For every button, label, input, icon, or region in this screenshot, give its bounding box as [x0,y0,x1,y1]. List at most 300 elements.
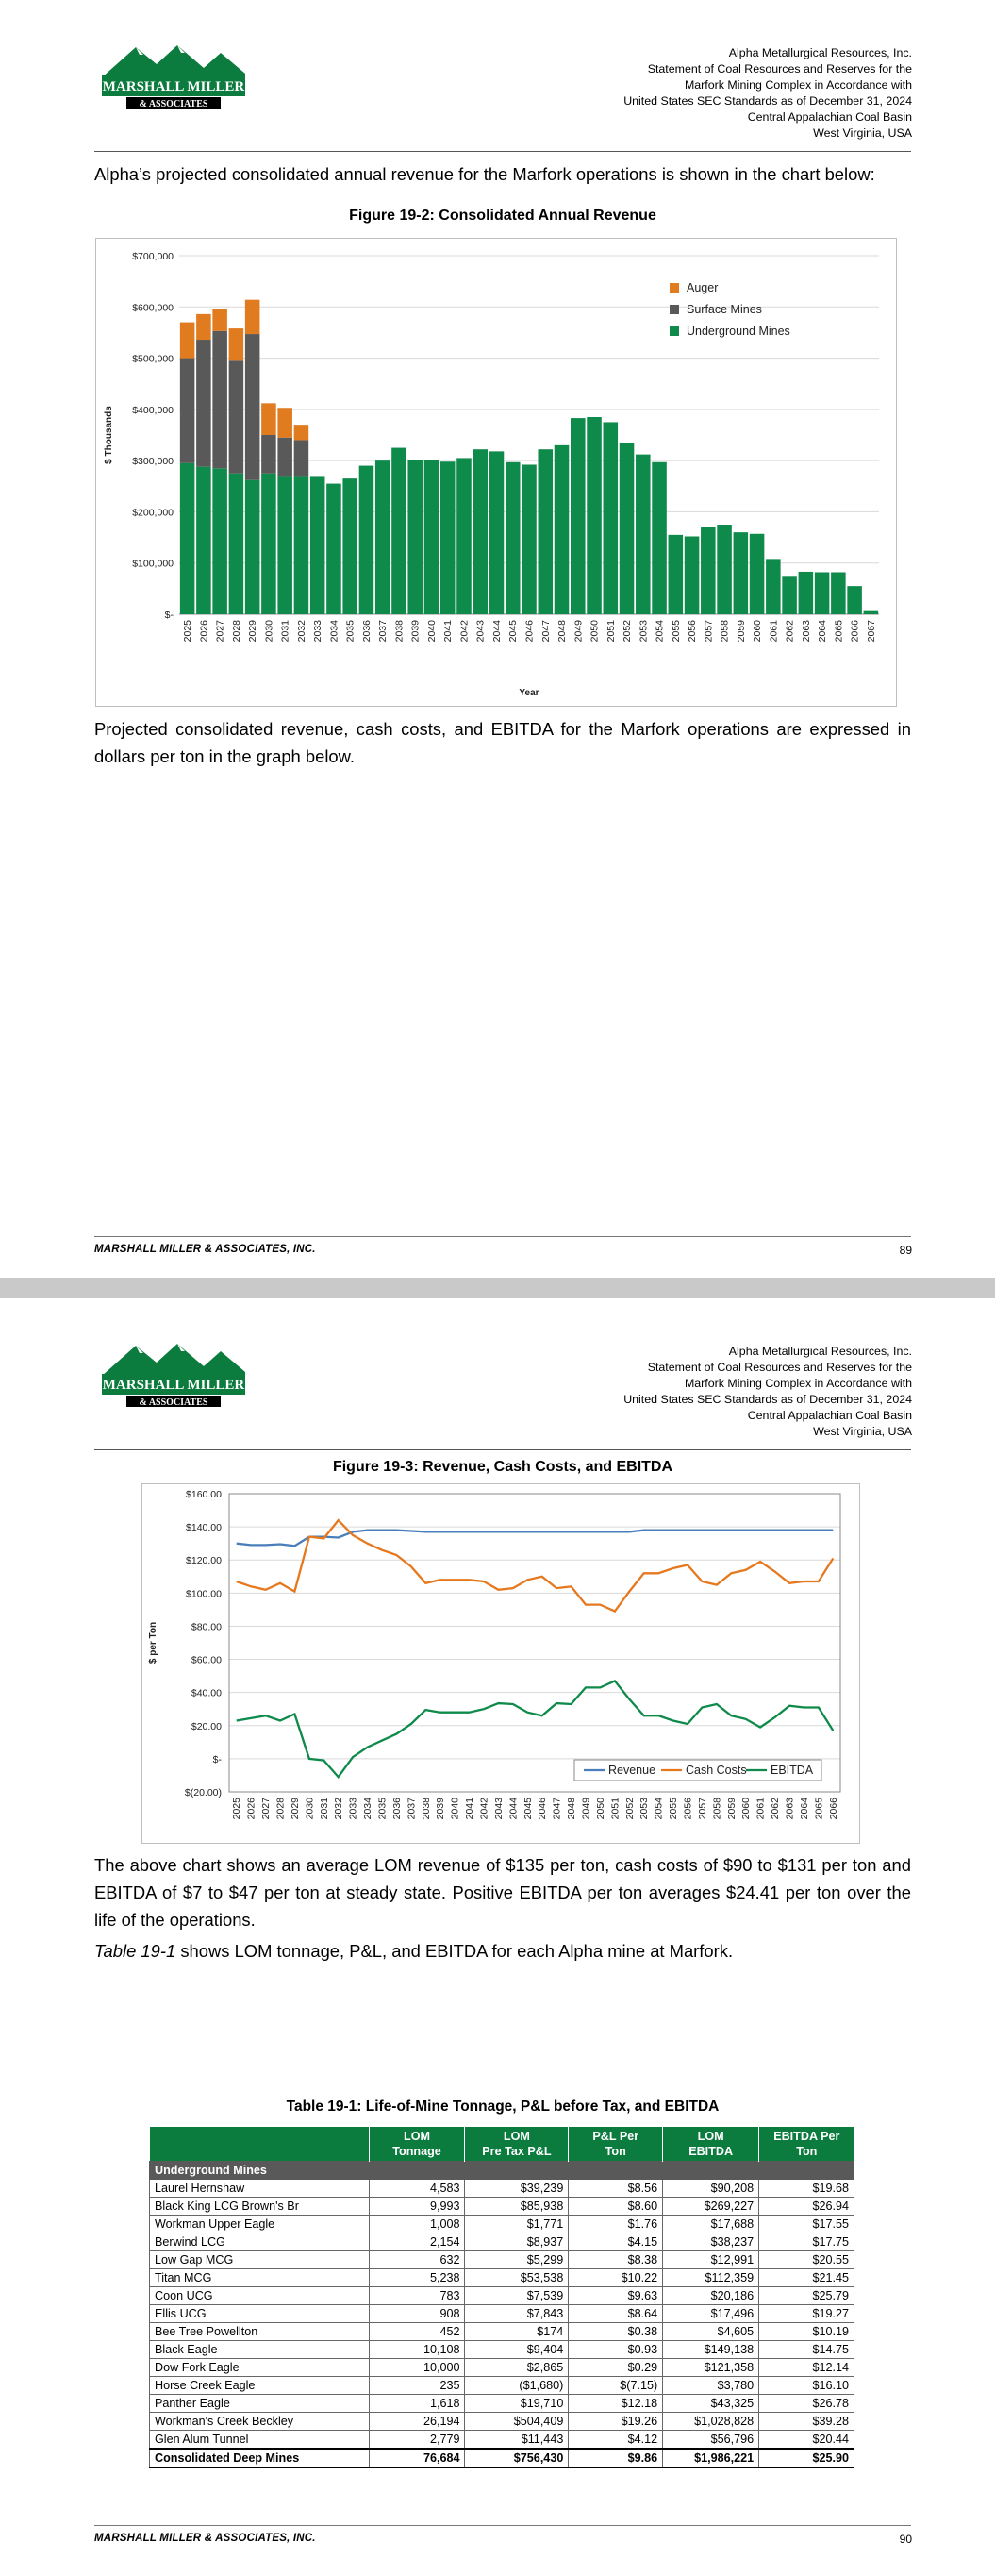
mine-name-cell: Workman's Creek Beckley [150,2413,370,2431]
table-cell: $149,138 [663,2341,759,2359]
table-cell: $8.56 [569,2180,663,2198]
bar-auger [180,323,195,359]
header-cell-tonnage: LOM Tonnage [369,2127,465,2162]
table-cell: $269,227 [663,2198,759,2216]
header-line: Statement of Coal Resources and Reserves for the [647,62,912,75]
y-tick-label: $200,000 [132,507,174,519]
bar-underground-mines [375,460,390,614]
x-tick-label: 2050 [594,1798,606,1820]
table-cell: $4.12 [569,2431,663,2450]
table-cell: $19.27 [759,2305,854,2323]
x-tick-label: 2036 [360,620,373,643]
total-cell: $756,430 [465,2449,569,2467]
table-row [150,2323,854,2341]
bar-underground-mines [424,460,439,614]
x-tick-label: 2052 [623,1798,636,1820]
table-cell: $12.14 [759,2359,854,2377]
x-tick-label: 2046 [523,620,536,643]
header-line: Marfork Mining Complex in Accordance with [684,1377,912,1390]
mine-name-cell: Black King LCG Brown's Br [150,2198,370,2216]
x-tick-label: 2033 [312,620,324,643]
x-tick-label: 2059 [735,620,747,643]
bar-surface-mines [294,440,309,476]
x-tick-label: 2025 [182,620,194,643]
table-cell: $17,688 [663,2216,759,2233]
table-row [150,2305,854,2323]
per-ton-chart-frame [141,1483,860,1844]
x-tick-label: 2046 [537,1798,549,1820]
x-tick-label: 2060 [740,1798,753,1820]
x-tick-label: 2052 [622,620,634,643]
table-row [150,2251,854,2269]
x-tick-label: 2041 [464,1798,476,1820]
y-tick-label: $700,000 [132,251,174,262]
legend-swatch [670,283,679,293]
bar-auger [229,328,244,360]
header-cell-ebitda-per-ton: EBITDA Per Ton [759,2127,854,2162]
logo-text-top: MARSHALL MILLER [102,79,245,94]
y-axis-title: $ per Ton [148,1621,158,1664]
bar-underground-mines [799,572,814,614]
bar-surface-mines [229,360,244,473]
x-tick-label: 2057 [696,1798,708,1820]
table-row [150,2269,854,2287]
table-cell: $20,186 [663,2287,759,2305]
table-cell: $85,938 [465,2198,569,2216]
bar-underground-mines [847,586,862,614]
x-tick-label: 2057 [703,620,715,643]
total-label-cell: Consolidated Deep Mines [150,2449,370,2467]
mine-name-cell: Ellis UCG [150,2305,370,2323]
table-cell: $7,843 [465,2305,569,2323]
total-cell: 76,684 [369,2449,465,2467]
bar-underground-mines [196,467,211,614]
table-cell: 452 [369,2323,465,2341]
revenue-chart-frame [95,238,897,707]
x-tick-label: 2053 [638,1798,651,1820]
bar-underground-mines [440,461,456,614]
bar-underground-mines [326,484,341,614]
bar-underground-mines [538,449,553,614]
x-tick-label: 2055 [670,620,682,643]
x-tick-label: 2062 [770,1798,782,1820]
table-cell: $10.19 [759,2323,854,2341]
x-tick-label: 2043 [474,620,487,643]
mine-name-cell: Berwind LCG [150,2233,370,2251]
table-cell: 783 [369,2287,465,2305]
bar-auger [294,425,309,440]
bar-underground-mines [489,451,505,614]
x-tick-label: 2037 [377,620,390,643]
header-line: Central Appalachian Coal Basin [747,1409,912,1422]
x-tick-label: 2051 [605,620,617,643]
table-cell: $121,358 [663,2359,759,2377]
header-line: Alpha Metallurgical Resources, Inc. [728,46,912,59]
table-cell: $7,539 [465,2287,569,2305]
table-cell: $17.75 [759,2233,854,2251]
y-tick-label: $100.00 [186,1588,222,1600]
bar-underground-mines [506,462,521,614]
table-cell: $39.28 [759,2413,854,2431]
table-reference: Table 19-1 [94,1941,176,1961]
table-cell: $43,325 [663,2395,759,2413]
x-tick-label: 2044 [490,620,503,643]
after-chart-paragraph: Projected consolidated revenue, cash costs, and EBITDA for the Marfork operations are expressed in dollars per ton in the graph below. [94,719,911,766]
bar-underground-mines [571,418,586,614]
mine-name-cell: Black Eagle [150,2341,370,2359]
table-header-row [150,2127,854,2162]
mine-name-cell: Titan MCG [150,2269,370,2287]
bar-underground-mines [669,535,684,614]
company-logo [98,40,249,111]
x-tick-label: 2065 [813,1798,825,1820]
bar-underground-mines [456,458,472,614]
x-tick-label: 2040 [449,1798,461,1820]
x-tick-label: 2032 [333,1798,345,1820]
x-tick-label: 2047 [551,1798,563,1820]
table-cell: $56,796 [663,2431,759,2450]
table-cell: $9.63 [569,2287,663,2305]
x-tick-label: 2044 [507,1798,520,1820]
table-19-1-title: Table 19-1: Life-of-Mine Tonnage, P&L before Tax, and EBITDA [286,2099,720,2115]
table-cell: $1,028,828 [663,2413,759,2431]
x-tick-label: 2060 [752,620,764,643]
mine-name-cell: Coon UCG [150,2287,370,2305]
total-cell: $25.90 [759,2449,854,2467]
y-tick-label: $(20.00) [184,1787,222,1798]
x-tick-label: 2065 [833,620,845,643]
bar-underground-mines [310,476,325,614]
table-row [150,2287,854,2305]
table-cell: $8,937 [465,2233,569,2251]
figure-19-2-title: Figure 19-2: Consolidated Annual Revenue [349,208,656,224]
header-line: United States SEC Standards as of December 31, 2024 [623,94,912,108]
y-tick-label: $160.00 [186,1489,222,1500]
header-line: West Virginia, USA [813,126,912,140]
mine-name-cell: Laurel Hernshaw [150,2180,370,2198]
bar-underground-mines [587,417,602,614]
bar-underground-mines [750,534,765,614]
y-tick-label: $80.00 [191,1621,222,1633]
document-header [516,45,912,142]
y-tick-label: $40.00 [191,1687,222,1699]
x-tick-label: 2039 [409,620,422,643]
x-tick-label: 2064 [798,1798,810,1820]
header-line: Statement of Coal Resources and Reserves for the [647,1361,912,1374]
x-tick-label: 2054 [654,620,666,643]
bar-underground-mines [636,455,651,614]
y-tick-label: $60.00 [191,1654,222,1666]
x-tick-label: 2045 [507,620,520,643]
bar-underground-mines [342,478,357,614]
table-cell: $17.55 [759,2216,854,2233]
footer-divider [94,2525,911,2526]
table-cell: $0.38 [569,2323,663,2341]
table-row [150,2359,854,2377]
y-axis-title: $ Thousands [104,406,114,464]
mine-name-cell: Glen Alum Tunnel [150,2431,370,2450]
table-cell: 9,993 [369,2198,465,2216]
x-tick-label: 2031 [279,620,291,643]
mine-name-cell: Bee Tree Powellton [150,2323,370,2341]
table-cell: 1,008 [369,2216,465,2233]
header-cell-0 [150,2127,370,2162]
x-tick-label: 2055 [668,1798,680,1820]
table-cell: 1,618 [369,2395,465,2413]
x-tick-label: 2059 [725,1798,738,1820]
table-cell: ($1,680) [465,2377,569,2395]
x-tick-label: 2058 [711,1798,723,1820]
page-90 [0,1298,995,2576]
x-tick-label: 2047 [539,620,552,643]
header-line: Marfork Mining Complex in Accordance with [684,78,912,92]
bar-underground-mines [766,559,781,614]
header-divider [94,151,911,152]
y-tick-label: $300,000 [132,456,174,468]
x-tick-label: 2028 [230,620,242,643]
x-tick-label: 2039 [435,1798,447,1820]
table-cell: $174 [465,2323,569,2341]
table-row [150,2216,854,2233]
page-89 [0,0,995,1278]
x-tick-label: 2030 [263,620,275,643]
x-tick-label: 2049 [572,620,585,643]
x-tick-label: 2056 [687,620,699,643]
x-tick-label: 2029 [289,1798,301,1820]
bar-surface-mines [180,359,195,463]
table-row [150,2395,854,2413]
x-tick-label: 2063 [800,620,812,643]
table-cell: $504,409 [465,2413,569,2431]
x-tick-label: 2034 [328,620,340,643]
table-cell: $16.10 [759,2377,854,2395]
table-cell: $25.79 [759,2287,854,2305]
x-tick-label: 2066 [827,1798,839,1820]
x-tick-label: 2061 [768,620,780,643]
table-cell: $1,771 [465,2216,569,2233]
table-cell: $19.68 [759,2180,854,2198]
table-cell: $8.60 [569,2198,663,2216]
section-label: Underground Mines [150,2162,854,2180]
x-tick-label: 2064 [817,620,829,643]
x-tick-label: 2035 [344,620,357,643]
legend-swatch [670,326,679,336]
bar-underground-mines [522,464,537,614]
table-cell: 632 [369,2251,465,2269]
table-cell: $3,780 [663,2377,759,2395]
table-cell: $9,404 [465,2341,569,2359]
table-row [150,2341,854,2359]
table-cell: $39,239 [465,2180,569,2198]
table-row [150,2198,854,2216]
table-row [150,2431,854,2450]
table-cell: $14.75 [759,2341,854,2359]
x-tick-label: 2034 [362,1798,374,1820]
bar-underground-mines [245,480,260,614]
x-tick-label: 2049 [580,1798,592,1820]
table-cell: $0.29 [569,2359,663,2377]
bar-underground-mines [555,445,570,614]
bar-underground-mines [652,462,667,614]
table-cell: 10,000 [369,2359,465,2377]
header-line: West Virginia, USA [813,1425,912,1438]
x-tick-label: 2025 [231,1798,243,1820]
x-tick-label: 2042 [458,620,471,643]
x-tick-label: 2040 [425,620,438,643]
x-tick-label: 2056 [682,1798,694,1820]
header-cell-pl-per-ton: P&L Per Ton [569,2127,663,2162]
bar-auger [277,408,292,437]
x-tick-label: 2037 [406,1798,418,1820]
x-tick-label: 2028 [274,1798,287,1820]
bar-underground-mines [701,527,716,614]
table-row [150,2377,854,2395]
x-tick-label: 2066 [849,620,861,643]
y-tick-label: $- [164,610,174,621]
table-cell: 2,779 [369,2431,465,2450]
legend-label: Cash Costs [686,1764,747,1777]
x-tick-label: 2035 [376,1798,389,1820]
x-tick-label: 2036 [390,1798,403,1820]
line-revenue [237,1531,834,1547]
x-tick-label: 2043 [492,1798,505,1820]
x-tick-label: 2026 [198,620,210,643]
y-tick-label: $100,000 [132,558,174,570]
table-cell: $0.93 [569,2341,663,2359]
header-line: Alpha Metallurgical Resources, Inc. [728,1345,912,1358]
table-cell: $(7.15) [569,2377,663,2395]
table-cell: $19.26 [569,2413,663,2431]
bar-underground-mines [277,476,292,614]
bar-underground-mines [685,536,700,614]
bar-underground-mines [407,460,423,614]
header-line: United States SEC Standards as of December 31, 2024 [623,1393,912,1406]
mine-name-cell: Panther Eagle [150,2395,370,2413]
bar-underground-mines [359,466,374,614]
x-tick-label: 2042 [478,1798,490,1820]
header-divider [94,1449,911,1450]
bar-underground-mines [717,525,732,614]
bar-underground-mines [180,463,195,614]
logo-text-bottom: & ASSOCIATES [139,1397,208,1408]
bar-underground-mines [734,532,749,614]
bar-auger [261,403,276,435]
table-cell: $8.64 [569,2305,663,2323]
table-cell: $19,710 [465,2395,569,2413]
bar-underground-mines [604,422,619,614]
table-cell: $17,496 [663,2305,759,2323]
table-cell: $112,359 [663,2269,759,2287]
x-tick-label: 2048 [566,1798,578,1820]
intro-paragraph: Alpha’s projected consolidated annual revenue for the Marfork operations is shown in the chart below: [94,164,875,184]
bar-underground-mines [261,474,276,614]
bar-auger [196,314,211,340]
table-cell: $4.15 [569,2233,663,2251]
bar-surface-mines [212,331,227,468]
x-tick-label: 2029 [247,620,259,643]
document-header [516,1344,912,1440]
bar-underground-mines [294,476,309,614]
legend-swatch [670,305,679,314]
legend-label: EBITDA [771,1764,814,1777]
x-tick-label: 2031 [318,1798,330,1820]
x-tick-label: 2041 [442,620,455,643]
mine-name-cell: Workman Upper Eagle [150,2216,370,2233]
bar-underground-mines [229,474,244,614]
x-tick-label: 2063 [784,1798,796,1820]
table-reference-rest: shows LOM tonnage, P&L, and EBITDA for each Alpha mine at Marfork. [175,1941,734,1961]
y-tick-label: $400,000 [132,404,174,416]
table-cell: 4,583 [369,2180,465,2198]
x-tick-label: 2027 [214,620,226,643]
bar-surface-mines [245,334,260,480]
bar-underground-mines [815,572,830,614]
header-cell-ebitda: LOM EBITDA [663,2127,759,2162]
bar-underground-mines [831,572,846,614]
y-tick-label: $- [212,1753,222,1765]
x-tick-label: 2026 [245,1798,257,1820]
x-tick-label: 2045 [522,1798,534,1820]
bar-surface-mines [196,340,211,467]
table-cell: $4,605 [663,2323,759,2341]
x-tick-label: 2038 [420,1798,432,1820]
bar-underground-mines [782,576,797,614]
table-cell: $12.18 [569,2395,663,2413]
mine-name-cell: Low Gap MCG [150,2251,370,2269]
legend-label: Revenue [608,1764,656,1777]
table-cell: $11,443 [465,2431,569,2450]
logo-text-top: MARSHALL MILLER [102,1378,245,1393]
total-cell: $1,986,221 [663,2449,759,2467]
company-logo [98,1338,249,1410]
page-number: 89 [899,1244,912,1257]
x-tick-label: 2062 [784,620,796,643]
figure-19-3-title: Figure 19-3: Revenue, Cash Costs, and EBITDA [332,1459,673,1475]
legend-label: Surface Mines [687,303,762,316]
x-tick-label: 2053 [638,620,650,643]
x-tick-label: 2048 [556,620,569,643]
mine-name-cell: Dow Fork Eagle [150,2359,370,2377]
bar-surface-mines [277,438,292,477]
legend-label: Underground Mines [687,325,790,338]
summary-paragraph: The above chart shows an average LOM revenue of $135 per ton, cash costs of $90 to $131 per ton and EBITDA of $7 to $47 per ton at steady state. Positive EBITDA per ton averages $24.41 per ton over the life of the operations. [94,1855,911,1930]
revenue-costs-ebitda-chart [142,1484,859,1843]
y-tick-label: $140.00 [186,1522,222,1534]
logo-text-bottom: & ASSOCIATES [139,99,208,109]
table-row [150,2180,854,2198]
table-cell: $26.78 [759,2395,854,2413]
bar-surface-mines [261,435,276,474]
header-line: Central Appalachian Coal Basin [747,110,912,124]
table-reference-paragraph [94,1937,911,1965]
x-tick-label: 2038 [393,620,406,643]
table-cell: $53,538 [465,2269,569,2287]
table-section-row [150,2162,854,2180]
table-cell: 5,238 [369,2269,465,2287]
table-cell: $2,865 [465,2359,569,2377]
header-cell-pl: LOM Pre Tax P&L [465,2127,569,2162]
y-tick-label: $500,000 [132,353,174,365]
table-cell: 10,108 [369,2341,465,2359]
footer-company: MARSHALL MILLER & ASSOCIATES, INC. [94,2533,316,2544]
x-tick-label: 2033 [347,1798,359,1820]
x-axis-title: Year [519,688,539,698]
table-cell: $12,991 [663,2251,759,2269]
table-cell: $26.94 [759,2198,854,2216]
footer-divider [94,1236,911,1237]
x-tick-label: 2051 [609,1798,622,1820]
table-cell: $10.22 [569,2269,663,2287]
